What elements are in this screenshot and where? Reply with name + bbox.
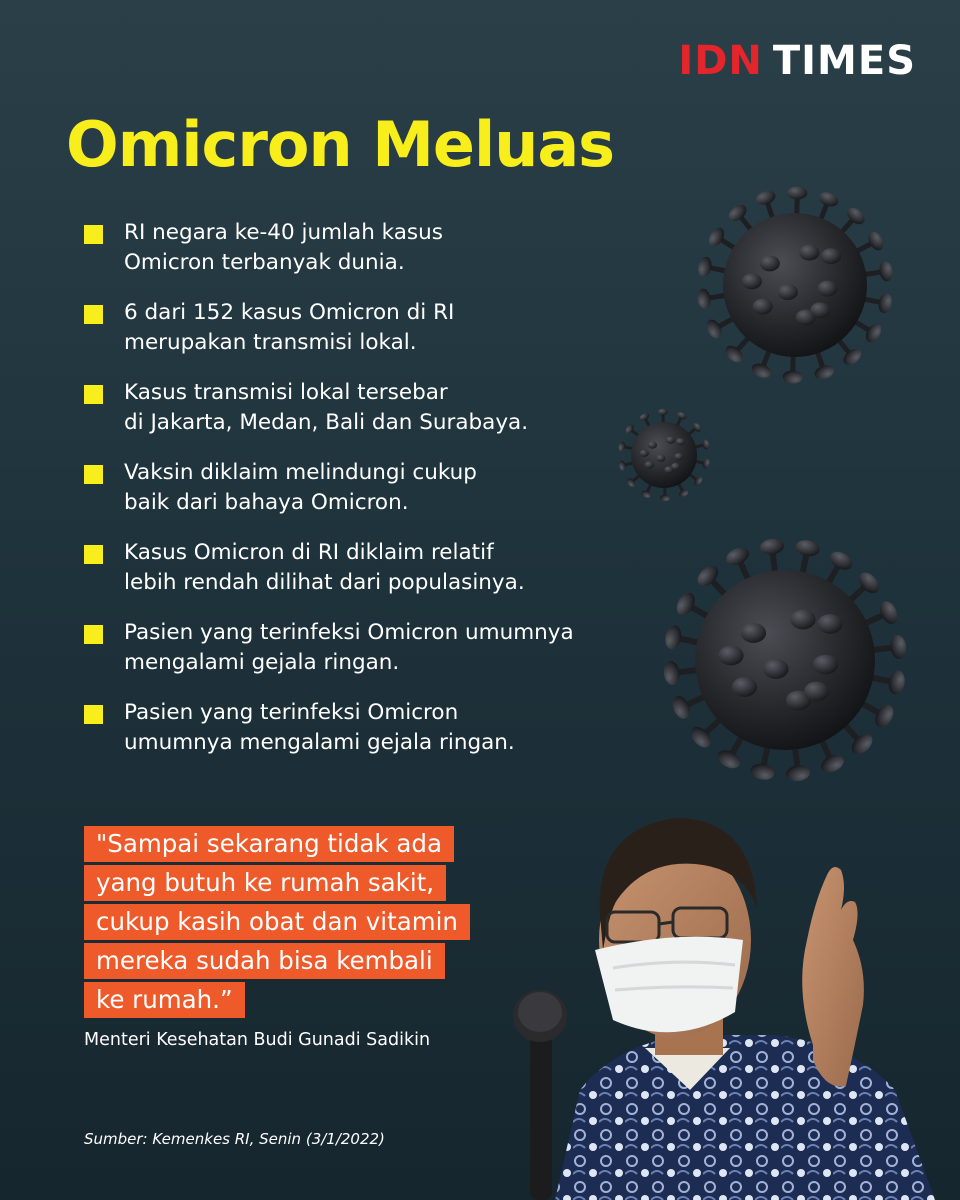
bullet-line-2: baik dari bahaya Omicron. (124, 490, 409, 515)
virus-illustration-small (612, 405, 716, 505)
bullet-line-1: Pasien yang terinfeksi Omicron (124, 700, 459, 725)
bullet-item (84, 698, 664, 778)
quote-line: "Sampai sekarang tidak ada (84, 826, 454, 862)
bullet-square-icon (84, 705, 103, 724)
logo-idn: IDN (678, 38, 763, 84)
source-credit: Sumber: Kemenkes RI, Senin (3/1/2022) (84, 1130, 385, 1148)
bullet-line-2: lebih rendah dilihat dari populasinya. (124, 570, 525, 595)
bullet-line-2: merupakan transmisi lokal. (124, 330, 417, 355)
bullet-square-icon (84, 625, 103, 644)
quote-line: cukup kasih obat dan vitamin (84, 904, 470, 940)
quote-line: mereka sudah bisa kembali (84, 943, 445, 979)
bullet-item (84, 218, 664, 298)
minister-photo (495, 790, 960, 1200)
bullet-square-icon (84, 465, 103, 484)
quote-line: yang butuh ke rumah sakit, (84, 865, 446, 901)
quote-speaker: Menteri Kesehatan Budi Gunadi Sadikin (84, 1030, 431, 1050)
bullet-item (84, 298, 664, 378)
bullet-line-1: Kasus Omicron di RI diklaim relatif (124, 540, 494, 565)
bullet-item (84, 538, 664, 618)
logo-times: TIMES (772, 38, 916, 84)
bullet-line-1: Pasien yang terinfeksi Omicron umumnya (124, 620, 574, 645)
virus-illustration-large-bottom (655, 535, 915, 785)
bullet-square-icon (84, 385, 103, 404)
bullet-line-2: mengalami gejala ringan. (124, 650, 400, 675)
bullet-square-icon (84, 305, 103, 324)
bullet-item (84, 618, 664, 698)
bullet-line-1: Kasus transmisi lokal tersebar (124, 380, 448, 405)
bullet-item (84, 378, 664, 458)
bullet-list (84, 218, 664, 778)
idn-times-logo (678, 38, 916, 84)
bullet-line-1: Vaksin diklaim melindungi cukup (124, 460, 477, 485)
bullet-square-icon (84, 545, 103, 564)
bullet-line-2: umumnya mengalami gejala ringan. (124, 730, 515, 755)
bullet-line-1: RI negara ke-40 jumlah kasus (124, 220, 443, 245)
microphone-icon (513, 990, 567, 1200)
bullet-line-1: 6 dari 152 kasus Omicron di RI (124, 300, 455, 325)
bullet-line-2: Omicron terbanyak dunia. (124, 250, 405, 275)
quote-line: ke rumah.” (84, 982, 245, 1018)
bullet-square-icon (84, 225, 103, 244)
virus-illustration-large-top (690, 185, 900, 385)
headline: Omicron Meluas (66, 108, 615, 181)
bullet-item (84, 458, 664, 538)
bullet-line-2: di Jakarta, Medan, Bali dan Surabaya. (124, 410, 529, 435)
quote-block (84, 826, 524, 1021)
